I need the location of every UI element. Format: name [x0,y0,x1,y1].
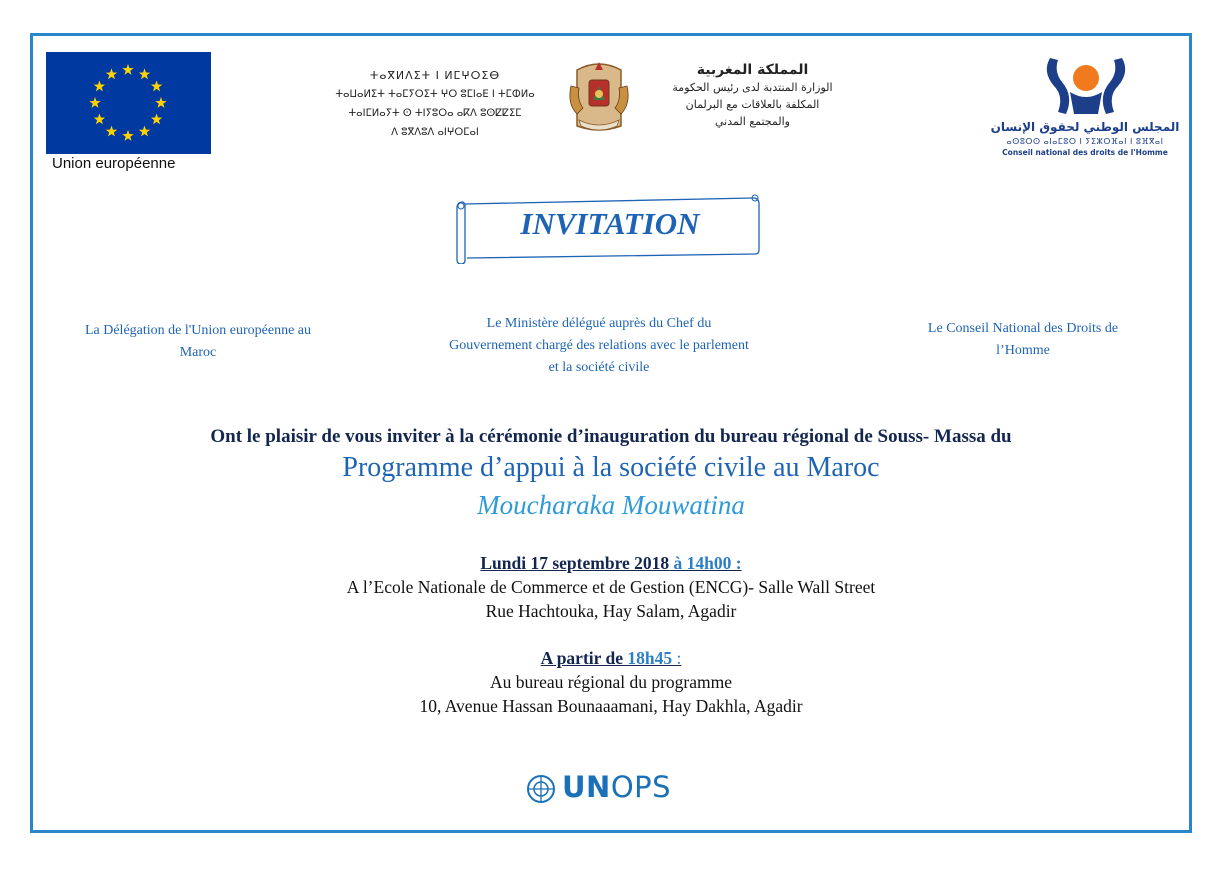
ministry-tifinagh-line: ⵜⴰⵏⵎⵍⴰⵢⵜ ⵙ ⵜⵏⵢⵓⵔⴰ ⴰⴽⴷ ⵓⵙⵇⵇⵉⵎ [348,108,522,119]
eu-flag [46,52,211,154]
cndh-tifinagh-name: ⴰⵙⵓⵔⵙ ⴰⵏⴰⵎⵓⵔ ⵏ ⵢⵉⵣⵔⴼⴰⵏ ⵏ ⵓⴼⴳⴰⵏ [1006,137,1164,146]
eu-star-icon [122,64,133,75]
eu-label: Union européenne [52,155,176,172]
event-office-colon: : [676,648,682,668]
eu-star-icon [94,81,105,92]
eu-star-icon [89,97,100,108]
ministry-arabic-line: الوزارة المنتدبة لدى رئيس الحكومة [672,81,833,94]
event-ceremony-when [80,551,1142,575]
organizer-ministry [418,313,780,379]
ministry-arabic-line: والمجتمع المدني [715,115,790,128]
eu-star-icon [139,68,150,79]
event-ceremony-venue: A l’Ecole Nationale de Commerce et de Gestion (ENCG)- Salle Wall Street [346,577,876,597]
eu-star-icon [155,97,166,108]
event-office-time: 18h45 [627,648,673,668]
eu-stars-icon [46,52,211,154]
organizer-cndh-line: Le Conseil National des Droits de [927,321,1119,336]
ministry-tifinagh [325,66,545,142]
ministry-arabic-line: المملكة المغربية [696,62,809,78]
event-ceremony-date: Lundi 17 septembre 2018 [480,553,670,573]
ministry-tifinagh-line: ⵜⴰⵡⴰⵍⵉⵜ ⵜⴰⵎⵢⵔⵉⵜ ⵖⵔ ⵓⵎⵏⴰⴹ ⵏ ⵜⵎⵀⵍⴰ [335,89,535,100]
unops-logo [562,770,671,804]
organizer-cndh [900,318,1146,362]
cndh-arabic-name: المجلس الوطني لحقوق الإنسان [990,120,1180,134]
event-office [80,646,1142,718]
organizer-cndh-line: l’Homme [996,343,1050,358]
eu-star-icon [122,130,133,141]
event-office-when [80,646,1142,670]
event-ceremony-address: Rue Hachtouka, Hay Salam, Agadir [485,601,737,621]
organizer-ministry-line: et la société civile [548,360,650,375]
eu-star-icon [94,114,105,125]
eu-star-icon [151,81,162,92]
organizer-eu [60,320,336,364]
event-office-address: 10, Avenue Hassan Bounaaamani, Hay Dakhla, Agadir [419,696,803,716]
eu-star-icon [106,68,117,79]
ministry-arabic [640,62,865,130]
ministry-tifinagh-line: ⴷ ⵓⴳⴷⵓⴷ ⴰⵏⵖⵔⵎⴰⵏ [391,127,479,138]
organizer-ministry-line: Le Ministère délégué auprès du Chef du [486,316,712,331]
organizer-ministry-line: Gouvernement chargé des relations avec le parlement [449,338,749,353]
event-office-venue: Au bureau régional du programme [489,672,732,692]
programme-name: Programme d’appui à la société civile au Maroc [342,452,880,483]
cndh-french-name: Conseil national des droits de l'Homme [1002,148,1168,157]
un-emblem-icon [526,774,556,804]
invitation-intro: Ont le plaisir de vous inviter à la cérémonie d’inauguration du bureau régional de Souss- Massa du [210,426,1012,447]
invitation-title: INVITATION [520,206,700,241]
organizer-eu-line: La Délégation de l'Union européenne au [84,323,312,338]
event-office-from: A partir de [540,648,623,668]
cndh-logo-icon [1040,52,1132,124]
ministry-arabic-line: المكلفة بالعلاقات مع البرلمان [685,98,820,111]
unops-logo-un: UN [562,770,611,804]
eu-star-icon [139,126,150,137]
organizer-eu-line: Maroc [179,345,217,360]
ministry-tifinagh-line: ⵜⴰⴳⵍⴷⵉⵜ ⵏ ⵍⵎⵖⵔⵉⴱ [369,69,501,82]
eu-star-icon [106,126,117,137]
event-ceremony [80,551,1142,623]
unops-logo-ops: OPS [610,770,672,804]
eu-star-icon [151,114,162,125]
programme-subtitle: Moucharaka Mouwatina [477,490,745,520]
moroccan-coat-of-arms-icon [563,56,635,136]
event-ceremony-time: à 14h00 : [673,553,742,573]
